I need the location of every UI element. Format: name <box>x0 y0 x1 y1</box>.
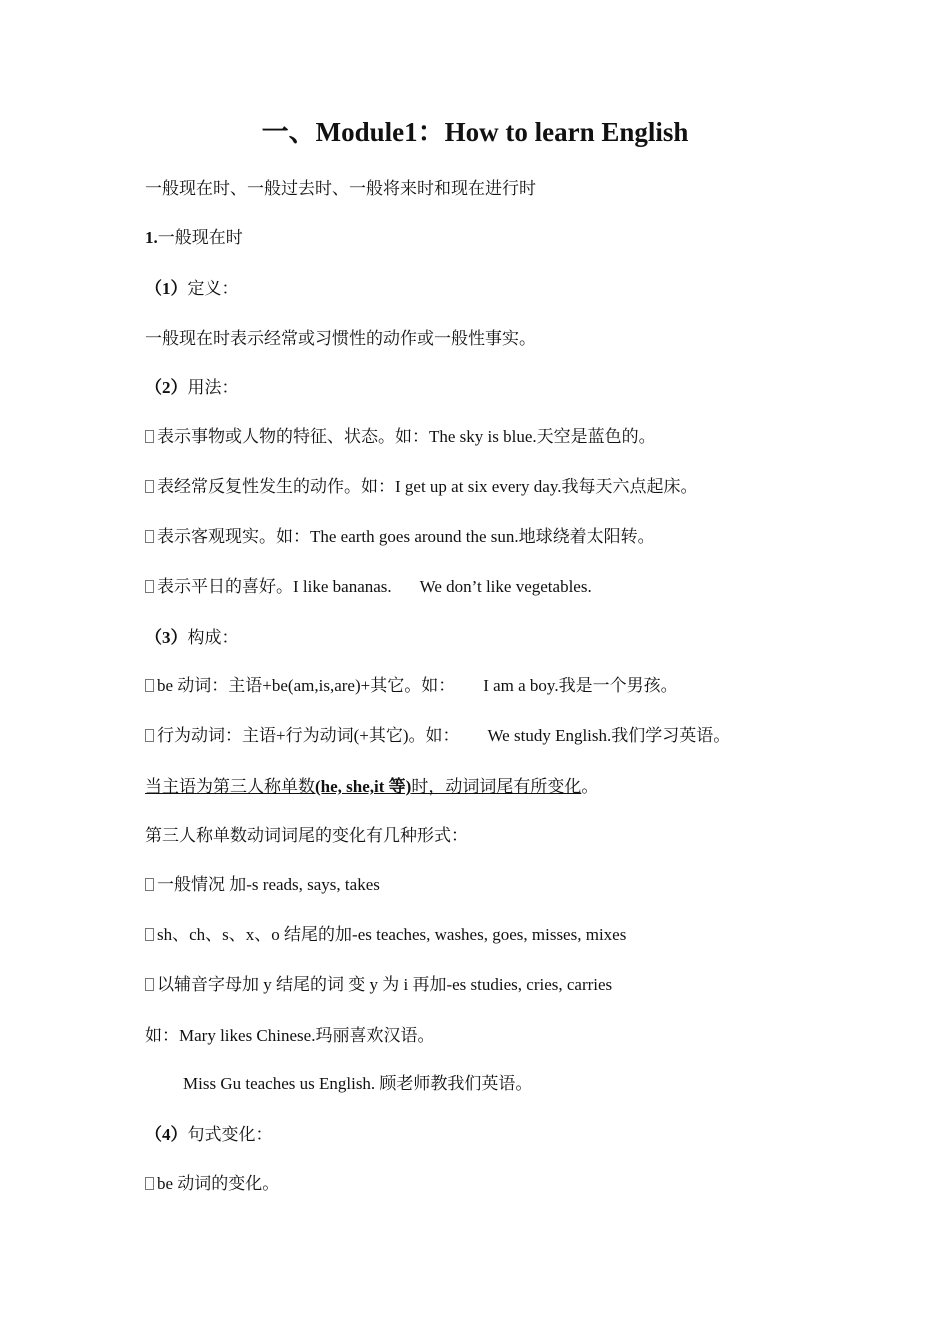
usage-item-text: 表示客观现实。如：The earth goes around the sun.地球绕着太阳转。 <box>157 527 655 546</box>
usage-item-text: We don’t like vegetables. <box>419 577 592 596</box>
heading-text: 句式变化： <box>187 1125 273 1144</box>
form-item <box>145 723 730 749</box>
example-line: 如：Mary likes Chinese.玛丽喜欢汉语。 <box>145 1026 435 1045</box>
rule-item <box>145 972 612 998</box>
be-change-item <box>145 1171 279 1197</box>
usage-item-text: 表示平日的喜好。I like bananas. <box>157 577 392 596</box>
change-heading <box>145 1122 273 1148</box>
note-period: 。 <box>581 777 599 796</box>
third-person-note <box>145 774 598 800</box>
heading-number: （2） <box>145 378 188 397</box>
bullet-glyph-icon <box>145 530 154 543</box>
form-heading <box>145 625 239 651</box>
bullet-glyph-icon <box>145 679 154 692</box>
forms-intro: 第三人称单数动词词尾的变化有几种形式： <box>145 826 468 845</box>
heading-number: （3） <box>145 628 188 647</box>
usage-item <box>145 524 655 550</box>
form-item <box>145 673 678 699</box>
usage-heading <box>145 375 239 401</box>
bullet-glyph-icon <box>145 480 154 493</box>
example-line: Miss Gu teaches us English. 顾老师教我们英语。 <box>183 1074 533 1093</box>
definition-heading <box>145 276 239 302</box>
rule-item <box>145 872 380 898</box>
definition-text: 一般现在时表示经常或习惯性的动作或一般性事实。 <box>145 329 536 348</box>
note-text: 时，动词词尾有所变化 <box>411 777 582 796</box>
bullet-glyph-icon <box>145 978 154 991</box>
usage-item <box>145 574 592 600</box>
section-title: 一般现在时 <box>157 228 243 247</box>
heading-text: 用法： <box>187 378 239 397</box>
usage-item-text: 表示事物或人物的特征、状态。如：The sky is blue.天空是蓝色的。 <box>157 427 656 446</box>
form-item-text: be 动词：主语+be(am,is,are)+其它。如： <box>157 676 456 695</box>
bullet-glyph-icon <box>145 1177 154 1190</box>
bullet-glyph-icon <box>145 928 154 941</box>
note-pronouns: (he, she,it 等) <box>315 777 412 796</box>
form-item-text: 行为动词：主语+行为动词(+其它)。如： <box>157 726 460 745</box>
section-heading <box>145 225 243 251</box>
heading-text: 构成： <box>187 628 239 647</box>
be-change-text: be 动词的变化。 <box>157 1174 280 1193</box>
usage-item <box>145 424 656 450</box>
bullet-glyph-icon <box>145 878 154 891</box>
heading-text: 定义： <box>187 279 239 298</box>
note-text: 当主语为第三人称单数 <box>145 777 315 796</box>
rule-item <box>145 922 626 948</box>
intro-line: 一般现在时、一般过去时、一般将来时和现在进行时 <box>145 179 536 198</box>
form-item-example: I am a boy.我是一个男孩。 <box>483 676 678 695</box>
rule-text: 以辅音字母加 y 结尾的词 变 y 为 i 再加-es studies, cries, carries <box>157 975 613 994</box>
rule-text: 一般情况 加-s reads, says, takes <box>157 875 380 894</box>
rule-text: sh、ch、s、x、o 结尾的加-es teaches, washes, goes, misses, mixes <box>157 925 627 944</box>
bullet-glyph-icon <box>145 729 154 742</box>
heading-number: （1） <box>145 279 188 298</box>
bullet-glyph-icon <box>145 430 154 443</box>
form-item-example: We study English.我们学习英语。 <box>487 726 731 745</box>
heading-number: （4） <box>145 1125 188 1144</box>
bullet-glyph-icon <box>145 580 154 593</box>
page-title: 一、Module1：How to learn English <box>261 117 689 147</box>
section-number: 1. <box>145 228 158 247</box>
usage-item <box>145 474 697 500</box>
usage-item-text: 表经常反复性发生的动作。如：I get up at six every day.我每天六点起床。 <box>157 477 698 496</box>
